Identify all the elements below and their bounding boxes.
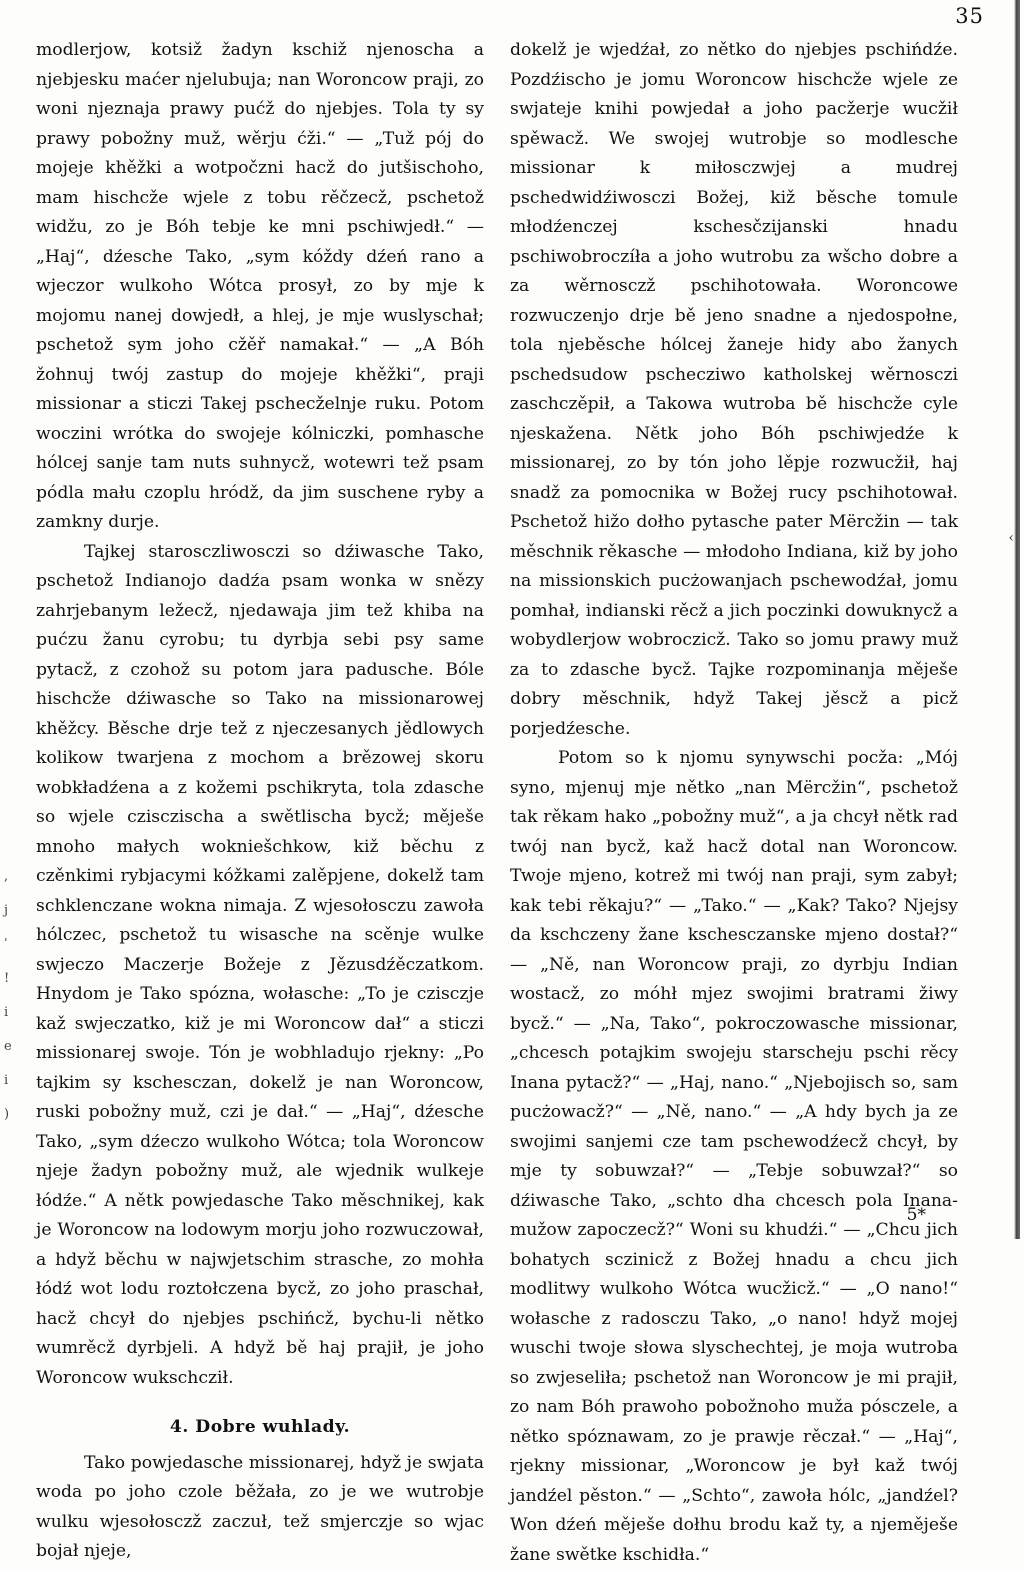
- paragraph: dokelž je wjedźał, zo nětko do njebjes pschińdźe. Pozdźischo je jomu Woroncow hischcže wjele ze swjateje knihi powjedał a joho pacžerje wucžił spěwacž. We swojej wutrobje so modlesche missionar k miłosczwjej a mudrej pschedwidźiwosczi Božej, kiž běsche tomule młodźenczej kschesčzijanski hnadu pschiwobroczíła a joho wutrobu za wšcho dobre a za wěrnosczž pschihotowała. Woroncowe rozwuczenjo drje bě jeno snadne a njedospołne, tola njeběsche hólcej žaneje hidy abo žanych pschedsudow pschecziwo katholskej wěrnosczi zaschczěpił, a Takowa wutroba bě hischcže cyle njeskažena. Nětk joho Bóh pschiwjedźe k missionarej, zo by tón joho lěpje rozwucžił, haj snadž za pomocnika w Božej rucy pschihotował. Pschetož hižo dołho pytasche pater Mërcžin — tak měschnik rěkasche — młodoho Indiana, kiž by joho na missionskich pucżowanjach pschewodźał, jomu pomhał, indianski rěcž a jich poczinki dowuknycž a wobydlerjow wobroczicž. Tako so jomu prawy muž za to zdasche bycž. Tajke rozpominanja měješe dobry měschnik, hdyž Takej jěscž a picž porjedźesche.: [510, 40, 958, 739]
- paragraph: Tako powjedasche missionarej, hdyž je swjata woda po joho czole běžała, zo je we wutrobje wulku wjesołosczž zaczuł, tež smjerczje so wjac bojał njeje,: [36, 1452, 484, 1561]
- edge-mark: i: [4, 1073, 9, 1088]
- page-edge-shadow: [1014, 0, 1020, 1239]
- paragraph: Potom so k njomu synywschi pocža: „Mój syno, mjenuj mje nětko „nan Mërcžin“, pschetož tak rěkam hako „pobožny muž“, a ja chcył nětk rad twój nan bycž, kaž hacž dotal nan Woroncow. Twoje mjeno, kotrež mi twój nan praji, sym zabył; kak tebi rěkaju?“ — „Tako.“ — „Kak? Tako? Njejsy da kschczeny žane kschesczanske mjeno dostał?“ — „Ně, nan Woroncow praji, zo dyrbju Indian wostacž, zo móhł mjez swojimi bratrami žiwy bycž.“ — „Na, Tako“, pokroczowasche missionar, „chcesch potajkim swojeju starscheju pschi rěcy Inana pytacž?“ — „Haj, nano.“ „Njebojisch so, sam pucżowacž?“ — „Ně, nano.“ — „A hdy bych ja ze swojimi sanjemi cze tam pschewodźecž chcył, by mje ty sobuwzał?“ — „Tebje sobuwzał?“ so dźiwasche Tako, „schto dha chcesch pola Inana-mužow zapoczecž?“ Woni su khudźi.“ — „Chcu jich bohatych sczinicž z Božej hnadu a chcu jich modlitwy wulkoho Wótca wucžicž.“ — „O nano!“ wołasche z radosczu Tako, „o nano! hdyž mojej wuschi twoje słowa slyschechtej, je moja wutroba so zwjeseliła; pschetož nan Woroncow je mi prajił, zo nam Bóh prawoho pobožnoho muža pósczele, a nětko spóznawam, zo je prawje rěczał.“ — „Haj“, rjekny missionar, „Woroncow je był kaž twój jandźel pěston.“ — „Schto“, zawoła hólc, „jandźel? Won dźeń měješe dołhu brodu kaž ty, a njeměješe žane swětke kschidła.“: [510, 748, 958, 1565]
- edge-mark: e: [4, 1039, 12, 1054]
- edge-mark: ): [4, 1107, 10, 1122]
- left-edge-marks: [4, 860, 12, 1132]
- edge-mark: ˈ: [4, 937, 8, 952]
- edge-mark: j: [4, 903, 9, 918]
- right-column: [510, 36, 958, 1570]
- paragraph: Tajkej starosczliwosczi so dźiwasche Tako, pschetož Indianojo dadźa psam wonka w snězy zahrjebanym ležecž, njedawaja jim tež khiba na pućzu žanu cyrobu; tu dyrbja sebi psy same pytacž, z czohož su potom jara padusche. Bóle hischcže dźiwasche so Tako na missionarowej khěžcy. Běsche drje tež z njeczesanych jědlowych kolikow twarjena z mochom a brězowej skoru wobkładźena a z kožemi pschikryta, tola zdasche so wjele czisczischa a swětlischa bycž; měješe mnoho małych wokniešchkow, kiž běchu z czěnkimi rybjacymi kóžkami zalěpjene, dokelž tam schklenczane wokna nimaja. Z wjesołosczu zawoła hólczec, pschetož tu wisasche na scěnje wulke swjeczo Maczerje Božeje z Jězusdźěczatkom. Hnydom je Tako spózna, wołasche: „To je czisczje kaž swjeczatko, kiž je mi Woroncow dał“ a sticzi missionarej swoje. Tón je wobhladujo rjekny: „Po tajkim sy kschesczan, dokelž je nan Woroncow, ruski pobožny muž, czi je dał.“ — „Haj“, dźesche Tako, „sym dźeczo wulkoho Wótca; tola Woroncow njeje žadyn pobožny muž, ale wjednik wulkeje łódźe.“ A nětk powjedasche Tako měschnikej, kak je Woroncow na lodowym morju joho rozwuczował, a hdyž běchu w najwjetschim strasche, zo mohła łódź wot lodu roztołczena bycž, zo joho praschał, hacž chcył do njebjes pschińcž, bychu-li nětko wumrěcž dyrbjeli. A hdyž bě haj prajił, je joho Woroncow wukschcził.: [36, 541, 484, 1388]
- page-number: 35: [955, 4, 984, 28]
- edge-mark: !: [4, 971, 10, 986]
- section-heading: 4. Dobre wuhlady.: [169, 1417, 351, 1437]
- signature-mark: 5*: [906, 1205, 926, 1225]
- paragraph: modlerjow, kotsiž žadyn kschiž njenoscha a njebjesku maćer njelubuja; nan Woroncow praji, zo woni njeznaja prawy pućž do njebjes. Tola ty sy prawy pobožny muž, wěrju ćži.“ — „Tuž pój do mojeje khěžki a wotpočzni hacž do jutšischoho, mam hischcže wjele z tobu rěčzecž, pschetož widžu, zo je Bóh tebje ke mni pschiwjedł.“ — „Haj“, dźesche Tako, „sym kóždy dźeń rano a wjeczor wulkoho Wótca prosył, zo by mje k mojomu nanej dowjedł, a hlej, je mje wuslyschał; pschetož sym joho cžěř namakał.“ — „A Bóh žohnuj twój zastup do mojeje khěžki“, praji missionar a sticzi Takej pschecželnje ruku. Potom woczini wrótka do swojeje kólniczki, pomhasche hólcej sanje tam nuts suhnycž, wotewri tež psam pódla mału czoplu hródž, da jim suschene ryby a zamkny durje.: [36, 40, 484, 532]
- right-edge-mark: ‹: [1008, 530, 1014, 546]
- left-column: [36, 36, 484, 1567]
- edge-mark: ,: [4, 869, 9, 884]
- edge-mark: i: [4, 1005, 9, 1020]
